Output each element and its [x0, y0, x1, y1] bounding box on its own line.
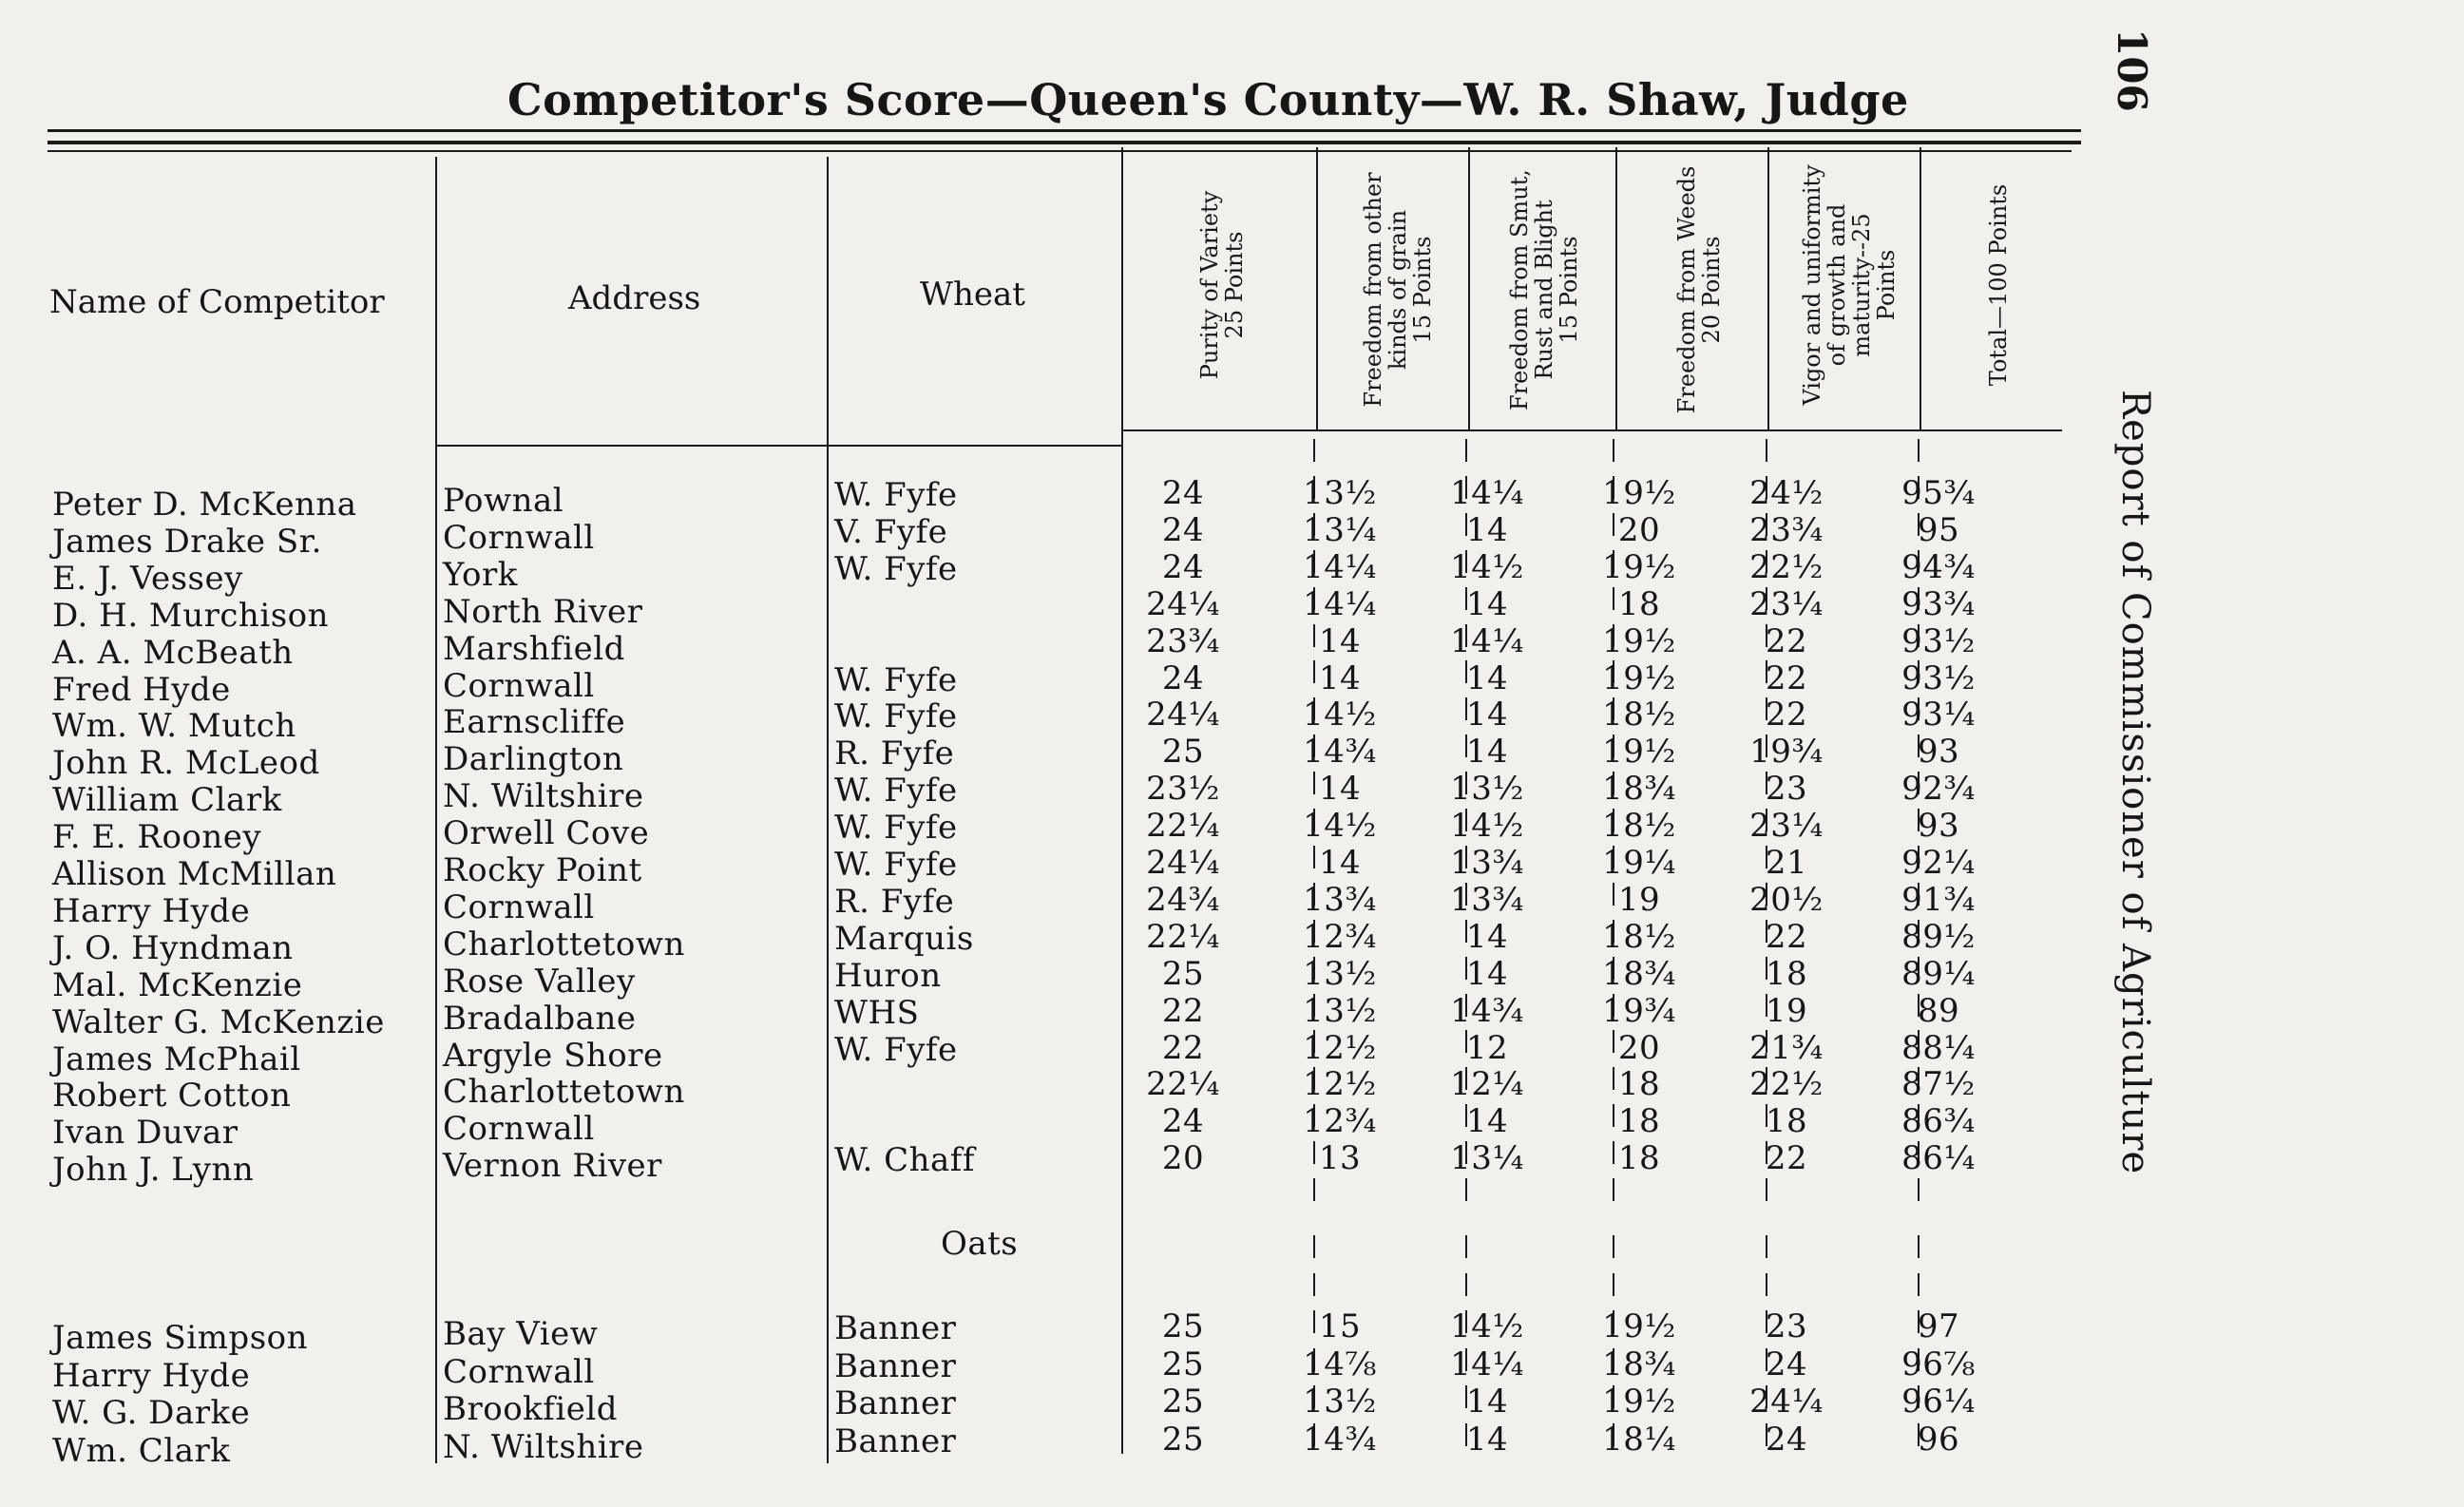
column-tick — [1766, 1178, 1767, 1201]
competitor-address: Vernon River — [443, 1147, 662, 1186]
column-tick — [1613, 1235, 1614, 1258]
header-smut-line3: 15 Points — [1556, 236, 1582, 344]
column-tick — [1918, 439, 1920, 462]
score-total: 92¼ — [1901, 844, 1976, 882]
score-weeds: 18½ — [1602, 696, 1676, 734]
score-purity: 24 — [1161, 510, 1205, 549]
score-purity: 25 — [1161, 1420, 1205, 1459]
competitor-name: William Clark — [52, 781, 282, 820]
score-purity: 23¾ — [1146, 621, 1220, 660]
header-address: Address — [568, 279, 701, 317]
column-tick — [1918, 1178, 1920, 1201]
score-grain: 13 — [1318, 1139, 1362, 1178]
score-total: 95¾ — [1901, 474, 1976, 512]
score-vigor: 21 — [1765, 844, 1808, 882]
competitor-address: Darlington — [443, 740, 624, 779]
header-bottom-rule-left — [437, 445, 1121, 447]
score-total: 88¼ — [1901, 1028, 1976, 1067]
competitor-name: Wm. W. Mutch — [52, 707, 296, 746]
col-line-vigor — [1767, 147, 1769, 430]
score-total: 92¾ — [1901, 770, 1976, 809]
score-smut: 14 — [1465, 658, 1509, 697]
score-purity: 25 — [1161, 954, 1205, 993]
score-total: 96⅞ — [1901, 1345, 1976, 1383]
score-weeds: 20 — [1617, 1028, 1661, 1067]
page-number: 106 — [2109, 29, 2155, 112]
score-vigor: 19¾ — [1749, 733, 1824, 772]
score-grain: 14¾ — [1303, 733, 1377, 772]
grain-variety: R. Fyfe — [834, 734, 955, 773]
score-weeds: 19½ — [1602, 733, 1676, 772]
grain-variety: Banner — [834, 1309, 957, 1347]
score-vigor: 20½ — [1749, 880, 1824, 919]
competitor-address: Bradalbane — [443, 999, 637, 1038]
score-grain: 14 — [1318, 658, 1362, 697]
column-tick — [1613, 1178, 1614, 1201]
score-total: 96 — [1917, 1420, 1960, 1459]
score-weeds: 19½ — [1602, 474, 1676, 512]
score-grain: 14 — [1318, 770, 1362, 809]
column-tick — [1918, 1235, 1920, 1258]
score-smut: 14 — [1465, 733, 1509, 772]
score-vigor: 24½ — [1749, 474, 1824, 512]
score-purity: 24¼ — [1146, 844, 1220, 882]
score-smut: 14¼ — [1450, 474, 1524, 512]
score-purity: 24 — [1161, 658, 1205, 697]
score-vigor: 22 — [1765, 621, 1808, 660]
column-tick — [1918, 1273, 1920, 1296]
score-grain: 14½ — [1303, 696, 1377, 734]
score-total: 96¼ — [1901, 1383, 1976, 1421]
header-freedom-weeds — [1674, 147, 1724, 432]
score-total: 89½ — [1901, 917, 1976, 956]
score-smut: 14 — [1465, 1102, 1509, 1141]
competitor-address: Charlottetown — [443, 1073, 685, 1112]
competitor-address: Argyle Shore — [443, 1036, 663, 1075]
score-grain: 14¾ — [1303, 1420, 1377, 1459]
score-weeds: 19½ — [1602, 1383, 1676, 1421]
running-head: Report of Commissioner of Agriculture — [2113, 390, 2157, 1175]
score-vigor: 24¼ — [1749, 1383, 1824, 1421]
score-total: 87½ — [1901, 1065, 1976, 1104]
score-total: 91¾ — [1901, 880, 1976, 919]
competitor-name: Ivan Duvar — [52, 1114, 239, 1153]
score-vigor: 22 — [1765, 1139, 1808, 1178]
competitor-address: Orwell Cove — [443, 814, 650, 853]
score-smut: 14 — [1465, 1420, 1509, 1459]
header-vigor — [1800, 138, 1899, 432]
score-purity: 24¾ — [1146, 880, 1220, 919]
column-tick — [1313, 439, 1315, 462]
score-weeds: 18½ — [1602, 917, 1676, 956]
score-weeds: 19¼ — [1602, 844, 1676, 882]
header-freedom-grain — [1361, 147, 1435, 432]
header-purity — [1197, 152, 1247, 418]
header-name: Name of Competitor — [49, 283, 385, 321]
column-tick — [1313, 1178, 1315, 1201]
competitor-name: James Simpson — [52, 1319, 309, 1357]
grain-variety: W. Fyfe — [834, 772, 958, 811]
score-smut: 14½ — [1450, 1307, 1524, 1345]
score-grain: 13¾ — [1303, 880, 1377, 919]
col-line-wheat — [827, 157, 829, 1463]
score-grain: 14⅞ — [1303, 1345, 1377, 1383]
competitor-name: Harry Hyde — [52, 891, 251, 930]
score-smut: 13¾ — [1450, 880, 1524, 919]
score-total: 86¼ — [1901, 1139, 1976, 1178]
score-vigor: 23¼ — [1749, 807, 1824, 846]
competitor-address: Rocky Point — [443, 851, 642, 889]
header-weeds-line2: 20 Points — [1698, 236, 1725, 344]
col-line-weeds — [1615, 147, 1617, 430]
score-grain: 12¾ — [1303, 1102, 1377, 1141]
competitor-name: James McPhail — [52, 1040, 301, 1078]
competitor-address: Pownal — [443, 482, 564, 520]
score-smut: 14¼ — [1450, 621, 1524, 660]
column-tick — [1313, 1273, 1315, 1296]
column-tick — [1465, 1273, 1467, 1296]
score-purity: 25 — [1161, 733, 1205, 772]
column-tick — [1313, 1235, 1315, 1258]
score-weeds: 18 — [1617, 1065, 1661, 1104]
score-grain: 12¾ — [1303, 917, 1377, 956]
competitor-address: Cornwall — [443, 1352, 595, 1391]
oats-label: Oats — [941, 1225, 1019, 1263]
score-weeds: 19½ — [1602, 547, 1676, 586]
competitor-address: Bay View — [443, 1315, 599, 1353]
score-grain: 15 — [1318, 1307, 1362, 1345]
grain-variety: W. Fyfe — [834, 1030, 958, 1069]
score-smut: 14 — [1465, 1383, 1509, 1421]
score-vigor: 23 — [1765, 1307, 1808, 1345]
score-grain: 13½ — [1303, 474, 1377, 512]
grain-variety: Huron — [834, 956, 942, 995]
column-tick — [1766, 1235, 1767, 1258]
competitor-address: Cornwall — [443, 666, 595, 705]
score-smut: 14¼ — [1450, 1345, 1524, 1383]
score-smut: 14 — [1465, 584, 1509, 623]
competitor-address: Cornwall — [443, 518, 595, 557]
competitor-address: Marshfield — [443, 629, 625, 668]
competitor-name: F. E. Rooney — [52, 818, 262, 857]
score-vigor: 21¾ — [1749, 1028, 1824, 1067]
score-purity: 25 — [1161, 1345, 1205, 1383]
score-purity: 22 — [1161, 991, 1205, 1030]
score-weeds: 19½ — [1602, 1307, 1676, 1345]
header-purity-line2: 25 Points — [1221, 231, 1248, 339]
score-purity: 24¼ — [1146, 696, 1220, 734]
grain-variety: W. Fyfe — [834, 809, 958, 848]
score-total: 93 — [1917, 733, 1960, 772]
score-grain: 12½ — [1303, 1028, 1377, 1067]
score-vigor: 23¾ — [1749, 510, 1824, 549]
grain-variety: V. Fyfe — [834, 512, 948, 551]
column-tick — [1465, 1178, 1467, 1201]
grain-variety: W. Fyfe — [834, 549, 958, 588]
header-weeds-line1: Freedom from Weeds — [1673, 165, 1700, 414]
competitor-address: Cornwall — [443, 887, 595, 926]
score-smut: 13½ — [1450, 770, 1524, 809]
grain-variety: WHS — [834, 993, 920, 1032]
competitor-address: N. Wiltshire — [443, 1427, 644, 1466]
score-vigor: 24 — [1765, 1420, 1808, 1459]
score-smut: 12 — [1465, 1028, 1509, 1067]
score-weeds: 19 — [1617, 880, 1661, 919]
grain-variety: W. Fyfe — [834, 697, 958, 736]
score-vigor: 19 — [1765, 991, 1808, 1030]
score-grain: 13½ — [1303, 991, 1377, 1030]
score-total: 93 — [1917, 807, 1960, 846]
column-tick — [1766, 439, 1767, 462]
grain-variety: W. Fyfe — [834, 476, 958, 514]
score-vigor: 22½ — [1749, 547, 1824, 586]
header-vigor-line4: Points — [1873, 249, 1900, 321]
score-weeds: 18¾ — [1602, 770, 1676, 809]
score-vigor: 22 — [1765, 696, 1808, 734]
header-wheat: Wheat — [920, 276, 1025, 314]
grain-variety: R. Fyfe — [834, 882, 955, 921]
score-vigor: 24 — [1765, 1345, 1808, 1383]
grain-variety: W. Fyfe — [834, 846, 958, 884]
competitor-name: J. O. Hyndman — [52, 928, 294, 967]
score-weeds: 18 — [1617, 584, 1661, 623]
score-total: 97 — [1917, 1307, 1960, 1345]
competitor-name: W. G. Darke — [52, 1394, 251, 1432]
score-weeds: 18¾ — [1602, 954, 1676, 993]
grain-variety: Banner — [834, 1346, 957, 1385]
header-grain-line1: Freedom from other — [1360, 172, 1386, 408]
header-purity-line1: Purity of Variety — [1196, 190, 1223, 380]
score-purity: 24 — [1161, 474, 1205, 512]
score-smut: 14½ — [1450, 807, 1524, 846]
competitor-name: John R. McLeod — [52, 744, 320, 783]
score-grain: 14 — [1318, 621, 1362, 660]
score-weeds: 18¼ — [1602, 1420, 1676, 1459]
score-total: 93½ — [1901, 621, 1976, 660]
title-rule-upper — [48, 129, 2081, 132]
competitor-name: D. H. Murchison — [52, 596, 330, 635]
score-purity: 22¼ — [1146, 1065, 1220, 1104]
score-purity: 22 — [1161, 1028, 1205, 1067]
score-grain: 14¼ — [1303, 547, 1377, 586]
score-grain: 14 — [1318, 844, 1362, 882]
grain-variety: W. Chaff — [834, 1141, 975, 1180]
column-tick — [1766, 1273, 1767, 1296]
score-total: 93¾ — [1901, 584, 1976, 623]
competitor-address: Earnscliffe — [443, 703, 626, 742]
competitor-name: James Drake Sr. — [52, 522, 322, 561]
header-freedom-smut — [1507, 147, 1581, 432]
competitor-address: York — [443, 555, 518, 594]
score-purity: 24 — [1161, 547, 1205, 586]
score-total: 86¾ — [1901, 1102, 1976, 1141]
competitor-name: A. A. McBeath — [52, 633, 294, 672]
score-total: 89¼ — [1901, 954, 1976, 993]
competitor-address: Charlottetown — [443, 925, 685, 963]
header-smut-line2: Rust and Blight — [1531, 200, 1557, 380]
score-purity: 24¼ — [1146, 584, 1220, 623]
column-tick — [1613, 1273, 1614, 1296]
competitor-address: Brookfield — [443, 1390, 618, 1428]
score-total: 93½ — [1901, 658, 1976, 697]
competitor-name: Wm. Clark — [52, 1431, 231, 1470]
header-total — [1986, 152, 2011, 418]
score-purity: 23½ — [1146, 770, 1220, 809]
score-grain: 13¼ — [1303, 510, 1377, 549]
column-tick — [1613, 439, 1614, 462]
score-grain: 13½ — [1303, 954, 1377, 993]
score-total: 93¼ — [1901, 696, 1976, 734]
score-smut: 14 — [1465, 954, 1509, 993]
competitor-name: E. J. Vessey — [52, 559, 243, 598]
competitor-address: N. Wiltshire — [443, 777, 644, 816]
score-smut: 14 — [1465, 917, 1509, 956]
grain-variety: Banner — [834, 1384, 957, 1422]
score-vigor: 22 — [1765, 917, 1808, 956]
competitor-name: Allison McMillan — [52, 855, 337, 893]
competitor-address: North River — [443, 592, 643, 631]
score-weeds: 19¾ — [1602, 991, 1676, 1030]
competitor-name: Mal. McKenzie — [52, 965, 303, 1004]
score-purity: 20 — [1161, 1139, 1205, 1178]
score-weeds: 18 — [1617, 1102, 1661, 1141]
header-vigor-line3: maturity--25 — [1848, 213, 1875, 357]
score-weeds: 18½ — [1602, 807, 1676, 846]
col-line-address — [435, 157, 437, 1463]
score-smut: 14 — [1465, 510, 1509, 549]
score-vigor: 22 — [1765, 658, 1808, 697]
score-weeds: 19½ — [1602, 658, 1676, 697]
score-total: 95 — [1917, 510, 1960, 549]
competitor-name: Fred Hyde — [52, 670, 231, 709]
score-smut: 14 — [1465, 696, 1509, 734]
score-smut: 13¼ — [1450, 1139, 1524, 1178]
header-total-line1: Total—100 Points — [1985, 183, 2012, 387]
score-weeds: 19½ — [1602, 621, 1676, 660]
score-weeds: 20 — [1617, 510, 1661, 549]
col-line-total — [1920, 147, 1921, 430]
competitor-address: Rose Valley — [443, 962, 636, 1001]
grain-variety: Marquis — [834, 919, 974, 958]
score-weeds: 18 — [1617, 1139, 1661, 1178]
competitor-name: Walter G. McKenzie — [52, 1002, 385, 1041]
score-vigor: 23¼ — [1749, 584, 1824, 623]
col-line-purity — [1121, 147, 1123, 1454]
score-grain: 13½ — [1303, 1383, 1377, 1421]
score-vigor: 23 — [1765, 770, 1808, 809]
competitor-name: Robert Cotton — [52, 1077, 292, 1116]
column-tick — [1465, 439, 1467, 462]
score-purity: 22¼ — [1146, 807, 1220, 846]
score-smut: 12¼ — [1450, 1065, 1524, 1104]
score-smut: 14¾ — [1450, 991, 1524, 1030]
score-purity: 24 — [1161, 1102, 1205, 1141]
competitor-name: Peter D. McKenna — [52, 486, 357, 524]
header-vigor-line2: of growth and — [1824, 203, 1850, 367]
score-grain: 12½ — [1303, 1065, 1377, 1104]
score-vigor: 18 — [1765, 954, 1808, 993]
header-smut-line1: Freedom from Smut, — [1506, 169, 1533, 410]
column-tick — [1465, 1235, 1467, 1258]
score-grain: 14¼ — [1303, 584, 1377, 623]
competitor-address: Cornwall — [443, 1110, 595, 1149]
header-grain-line3: 15 Points — [1409, 236, 1436, 344]
score-total: 94¾ — [1901, 547, 1976, 586]
header-grain-line2: kinds of grain — [1385, 209, 1411, 371]
score-total: 89 — [1917, 991, 1960, 1030]
competitor-name: Harry Hyde — [52, 1356, 251, 1395]
score-purity: 22¼ — [1146, 917, 1220, 956]
col-line-grain — [1316, 147, 1318, 430]
score-purity: 25 — [1161, 1383, 1205, 1421]
score-smut: 13¾ — [1450, 844, 1524, 882]
page-title: Competitor's Score—Queen's County—W. R. Shaw, Judge — [507, 74, 1909, 125]
score-vigor: 18 — [1765, 1102, 1808, 1141]
score-weeds: 18¾ — [1602, 1345, 1676, 1383]
score-grain: 14½ — [1303, 807, 1377, 846]
header-vigor-line1: Vigor and uniformity — [1799, 164, 1825, 406]
score-vigor: 22½ — [1749, 1065, 1824, 1104]
grain-variety: W. Fyfe — [834, 660, 958, 699]
col-line-smut — [1468, 147, 1470, 430]
title-rule-lower — [48, 141, 2081, 144]
competitor-name: John J. Lynn — [52, 1151, 255, 1190]
score-purity: 25 — [1161, 1307, 1205, 1345]
score-smut: 14½ — [1450, 547, 1524, 586]
grain-variety: Banner — [834, 1421, 957, 1460]
